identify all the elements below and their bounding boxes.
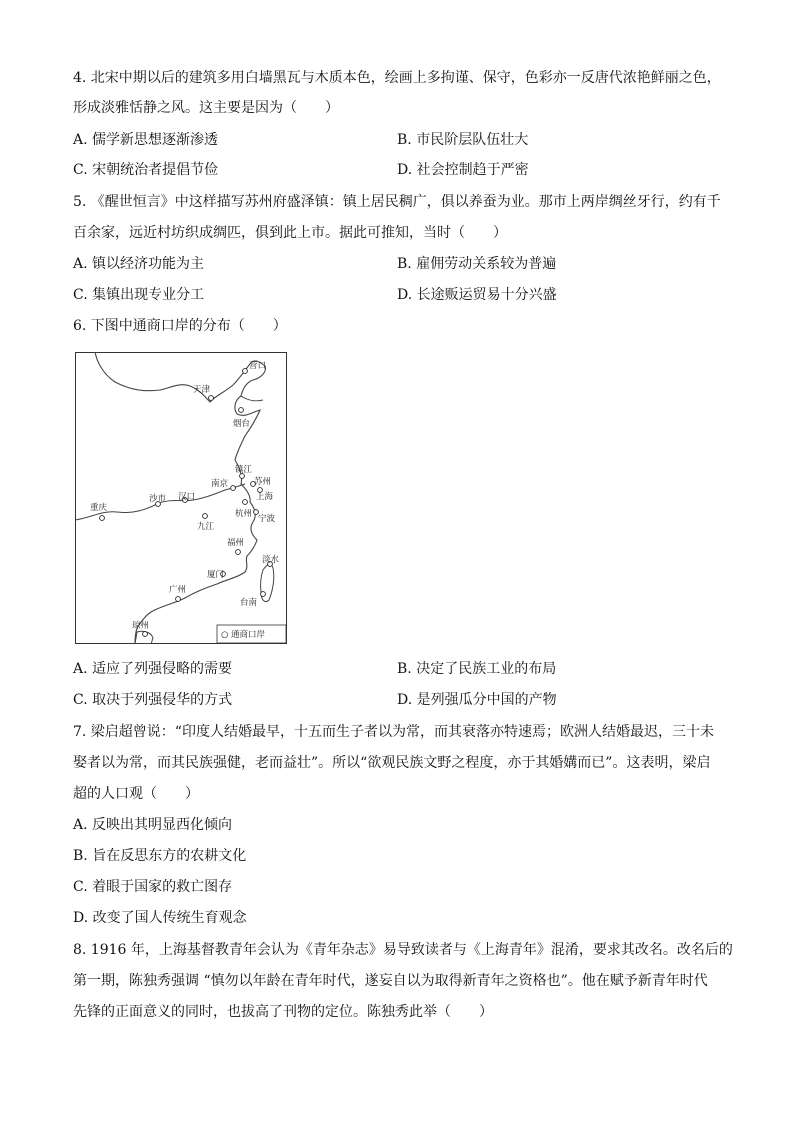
q6-option-a[interactable]: A. 适应了列强侵略的需要 <box>73 661 233 677</box>
q4-option-a[interactable]: A. 儒学新思想逐渐渗透 <box>73 132 219 148</box>
port-label: 厦门 <box>207 570 225 580</box>
q5-option-b[interactable]: B. 雇佣劳动关系较为普遍 <box>397 256 557 272</box>
port-marker-tianjin <box>209 396 214 401</box>
port-label: 沙市 <box>149 494 167 504</box>
q4-option-c[interactable]: C. 宋朝统治者提倡节俭 <box>73 162 219 178</box>
port-label: 宁波 <box>258 514 276 524</box>
port-marker-nanjing <box>231 486 236 491</box>
port-marker-guangzhou <box>176 597 181 602</box>
port-label: 营口 <box>249 361 267 371</box>
port-marker-fuzhou <box>236 550 241 555</box>
port-label: 汉口 <box>178 492 196 502</box>
q8-stem-line3: 先锋的正面意义的同时，也拔高了刊物的定位。陈独秀此举（ ） <box>73 1004 493 1020</box>
q5-option-d[interactable]: D. 长途贩运贸易十分兴盛 <box>397 287 557 303</box>
treaty-ports-map <box>75 352 287 644</box>
port-label: 台南 <box>240 598 258 608</box>
q6-option-c[interactable]: C. 取决于列强侵华的方式 <box>73 692 233 708</box>
port-marker-chongqing <box>100 516 105 521</box>
q4-stem-line1: 4. 北宋中期以后的建筑多用白墙黑瓦与木质本色，绘画上多拘谨、保守，色彩亦一反唐代浓艳鲜丽之色， <box>73 70 721 86</box>
port-label: 苏州 <box>254 477 272 487</box>
q6-option-b[interactable]: B. 决定了民族工业的布局 <box>397 661 557 677</box>
port-marker-hangzhou <box>243 500 248 505</box>
port-label: 天津 <box>193 385 211 395</box>
port-label: 淡水 <box>262 555 280 565</box>
q6-stem: 6. 下图中通商口岸的分布（ ） <box>73 318 287 334</box>
port-marker-tainan <box>261 592 266 597</box>
port-label: 九江 <box>197 522 215 532</box>
q7-option-b[interactable]: B. 旨在反思东方的农耕文化 <box>73 848 247 864</box>
q5-stem-line1: 5. 《醒世恒言》中这样描写苏州府盛泽镇：镇上居民稠广，俱以养蚕为业。那市上两岸绸丝牙行，约有千 <box>73 194 721 210</box>
port-label: 杭州 <box>235 509 253 519</box>
q8-stem-line2: 第一期，陈独秀强调 “慎勿以年龄在青年时代，遂妄自以为取得新青年之资格也”。他在赋予新青年时代 <box>73 973 708 989</box>
port-label: 琼州 <box>132 621 150 631</box>
q4-stem-line2: 形成淡雅恬静之风。这主要是因为（ ） <box>73 100 339 116</box>
port-marker-jiujiang <box>203 514 208 519</box>
q7-stem-line2: 娶者以为常，而其民族强健，老而益壮”。所以“欲观民族文野之程度，亦于其婚媾而已”。这表明，梁启 <box>73 755 711 771</box>
q5-option-c[interactable]: C. 集镇出现专业分工 <box>73 287 205 303</box>
q6-option-d[interactable]: D. 是列强瓜分中国的产物 <box>397 692 557 708</box>
q7-option-d[interactable]: D. 改变了国人传统生育观念 <box>73 910 247 926</box>
q7-stem-line1: 7. 梁启超曾说：“印度人结婚最早，十五而生子者以为常，而其衰落亦特速焉；欧洲人结婚最迟，三十未 <box>73 724 714 740</box>
q4-option-d[interactable]: D. 社会控制趋于严密 <box>397 162 529 178</box>
q8-stem-line1: 8. 1916 年，上海基督教青年会认为《青年杂志》易导致读者与《上海青年》混淆，要求其改名。改名后的 <box>73 942 733 958</box>
port-label: 上海 <box>256 492 274 502</box>
port-label: 福州 <box>227 538 245 548</box>
q7-option-c[interactable]: C. 着眼于国家的救亡图存 <box>73 879 233 895</box>
q7-option-a[interactable]: A. 反映出其明显西化倾向 <box>73 817 233 833</box>
port-marker-qiongzhou <box>143 632 148 637</box>
port-label: 广州 <box>169 585 187 595</box>
port-label: 镇江 <box>235 465 253 475</box>
q5-stem-line2: 百余家，远近村坊织成绸匹，俱到此上市。据此可推知，当时（ ） <box>73 225 507 241</box>
q7-stem-line3: 超的人口观（ ） <box>73 786 199 802</box>
q5-option-a[interactable]: A. 镇以经济功能为主 <box>73 256 205 272</box>
legend-label: 通商口岸 <box>231 630 266 640</box>
legend-marker: ○ <box>221 630 229 640</box>
port-marker-yantai <box>239 408 244 413</box>
q4-option-b[interactable]: B. 市民阶层队伍壮大 <box>397 132 529 148</box>
port-marker-yingkou <box>243 369 248 374</box>
port-label: 南京 <box>211 479 229 489</box>
port-label: 重庆 <box>90 503 108 513</box>
port-label: 烟台 <box>233 419 251 429</box>
